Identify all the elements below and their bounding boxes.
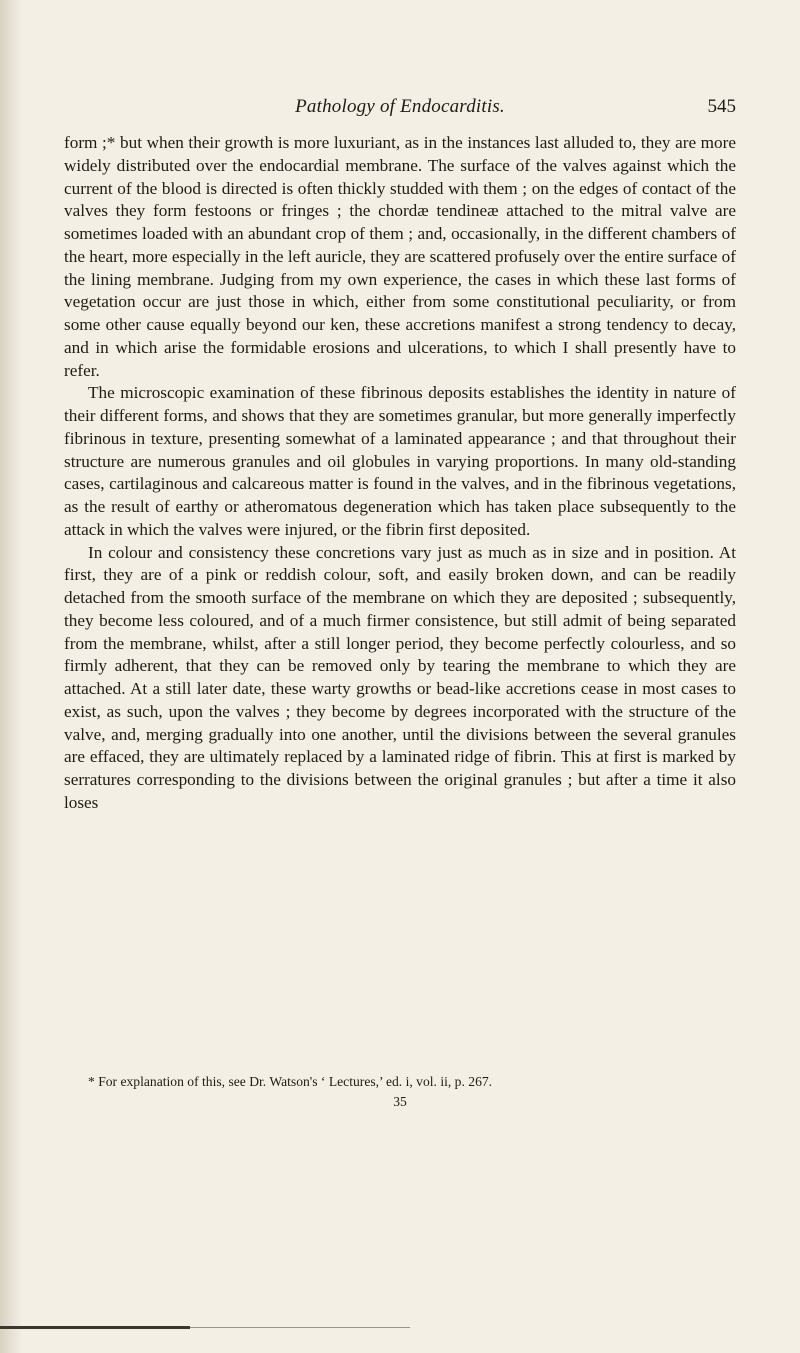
paragraph-3: In colour and consistency these concretions vary just as much as in size and in position. At first, they are of a pink or reddish colour, soft, and easily broken down, and can be readily detached from the smooth surface of the membrane on which they are deposited ; subsequently, they become less coloured, and of a much firmer consistence, but still admit of being separated from the membrane, whilst, after a still longer period, they become perfectly colourless, and so firmly adherent, that they can be removed only by tearing the membrane to which they are attached. At a still later date, these warty growths or bead-like accretions cease in most cases to exist, as such, upon the valves ; they become by degrees incorporated with the structure of the valve, and, merging gradually into one another, until the divisions between the several granules are effaced, they are ultimately replaced by a laminated ridge of fibrin. This at first is marked by serratures corresponding to the divisions between the original granules ; but after a time it also loses [64,542,736,812]
paragraph-2: The microscopic examination of these fibrinous deposits establishes the identity in nature of their different forms, and shows that they are sometimes granular, but more generally imperfectly fibrinous in texture, presenting somewhat of a laminated appearance ; and that throughout their structure are numerous granules and oil globules in varying proportions. In many old-standing cases, cartilaginous and calcareous matter is found in the valves, and in the fibrinous vegetations, as the result of earthy or atheromatous degeneration which has taken place subsequently to the attack in which the valves were injured, or the fibrin first deposited. [64,383,736,539]
bottom-edge-rule [0,1326,190,1329]
bottom-edge-rule-thin [190,1327,410,1328]
body-text [64,132,736,815]
page-gutter-shadow [0,0,22,1353]
page-number: 545 [707,96,736,117]
footnote: * For explanation of this, see Dr. Watson's ‘ Lectures,’ ed. i, vol. ii, p. 267. [88,1074,493,1089]
signature-mark: 35 [393,1094,407,1109]
paragraph-1: form ;* but when their growth is more luxuriant, as in the instances last alluded to, they are more widely distributed over the endocardial membrane. The surface of the valves against which the current of the blood is directed is often thickly studded with them ; on the edges of contact of the valves they form festoons or fringes ; the chordæ tendineæ attached to the mitral valve are sometimes loaded with an abundant crop of them ; and, occasionally, in the different chambers of the heart, more especially in the left auricle, they are scattered profusely over the entire surface of the lining membrane. Judging from my own experience, the cases in which these last forms of vegetation occur are just those in which, either from some constitutional peculiarity, or from some other cause equally beyond our ken, these accretions manifest a strong tendency to decay, and in which arise the formidable erosions and ulcerations, to which I shall presently have to refer. [64,133,736,380]
running-title: Pathology of Endocarditis. [295,96,505,117]
page-header [64,96,736,122]
